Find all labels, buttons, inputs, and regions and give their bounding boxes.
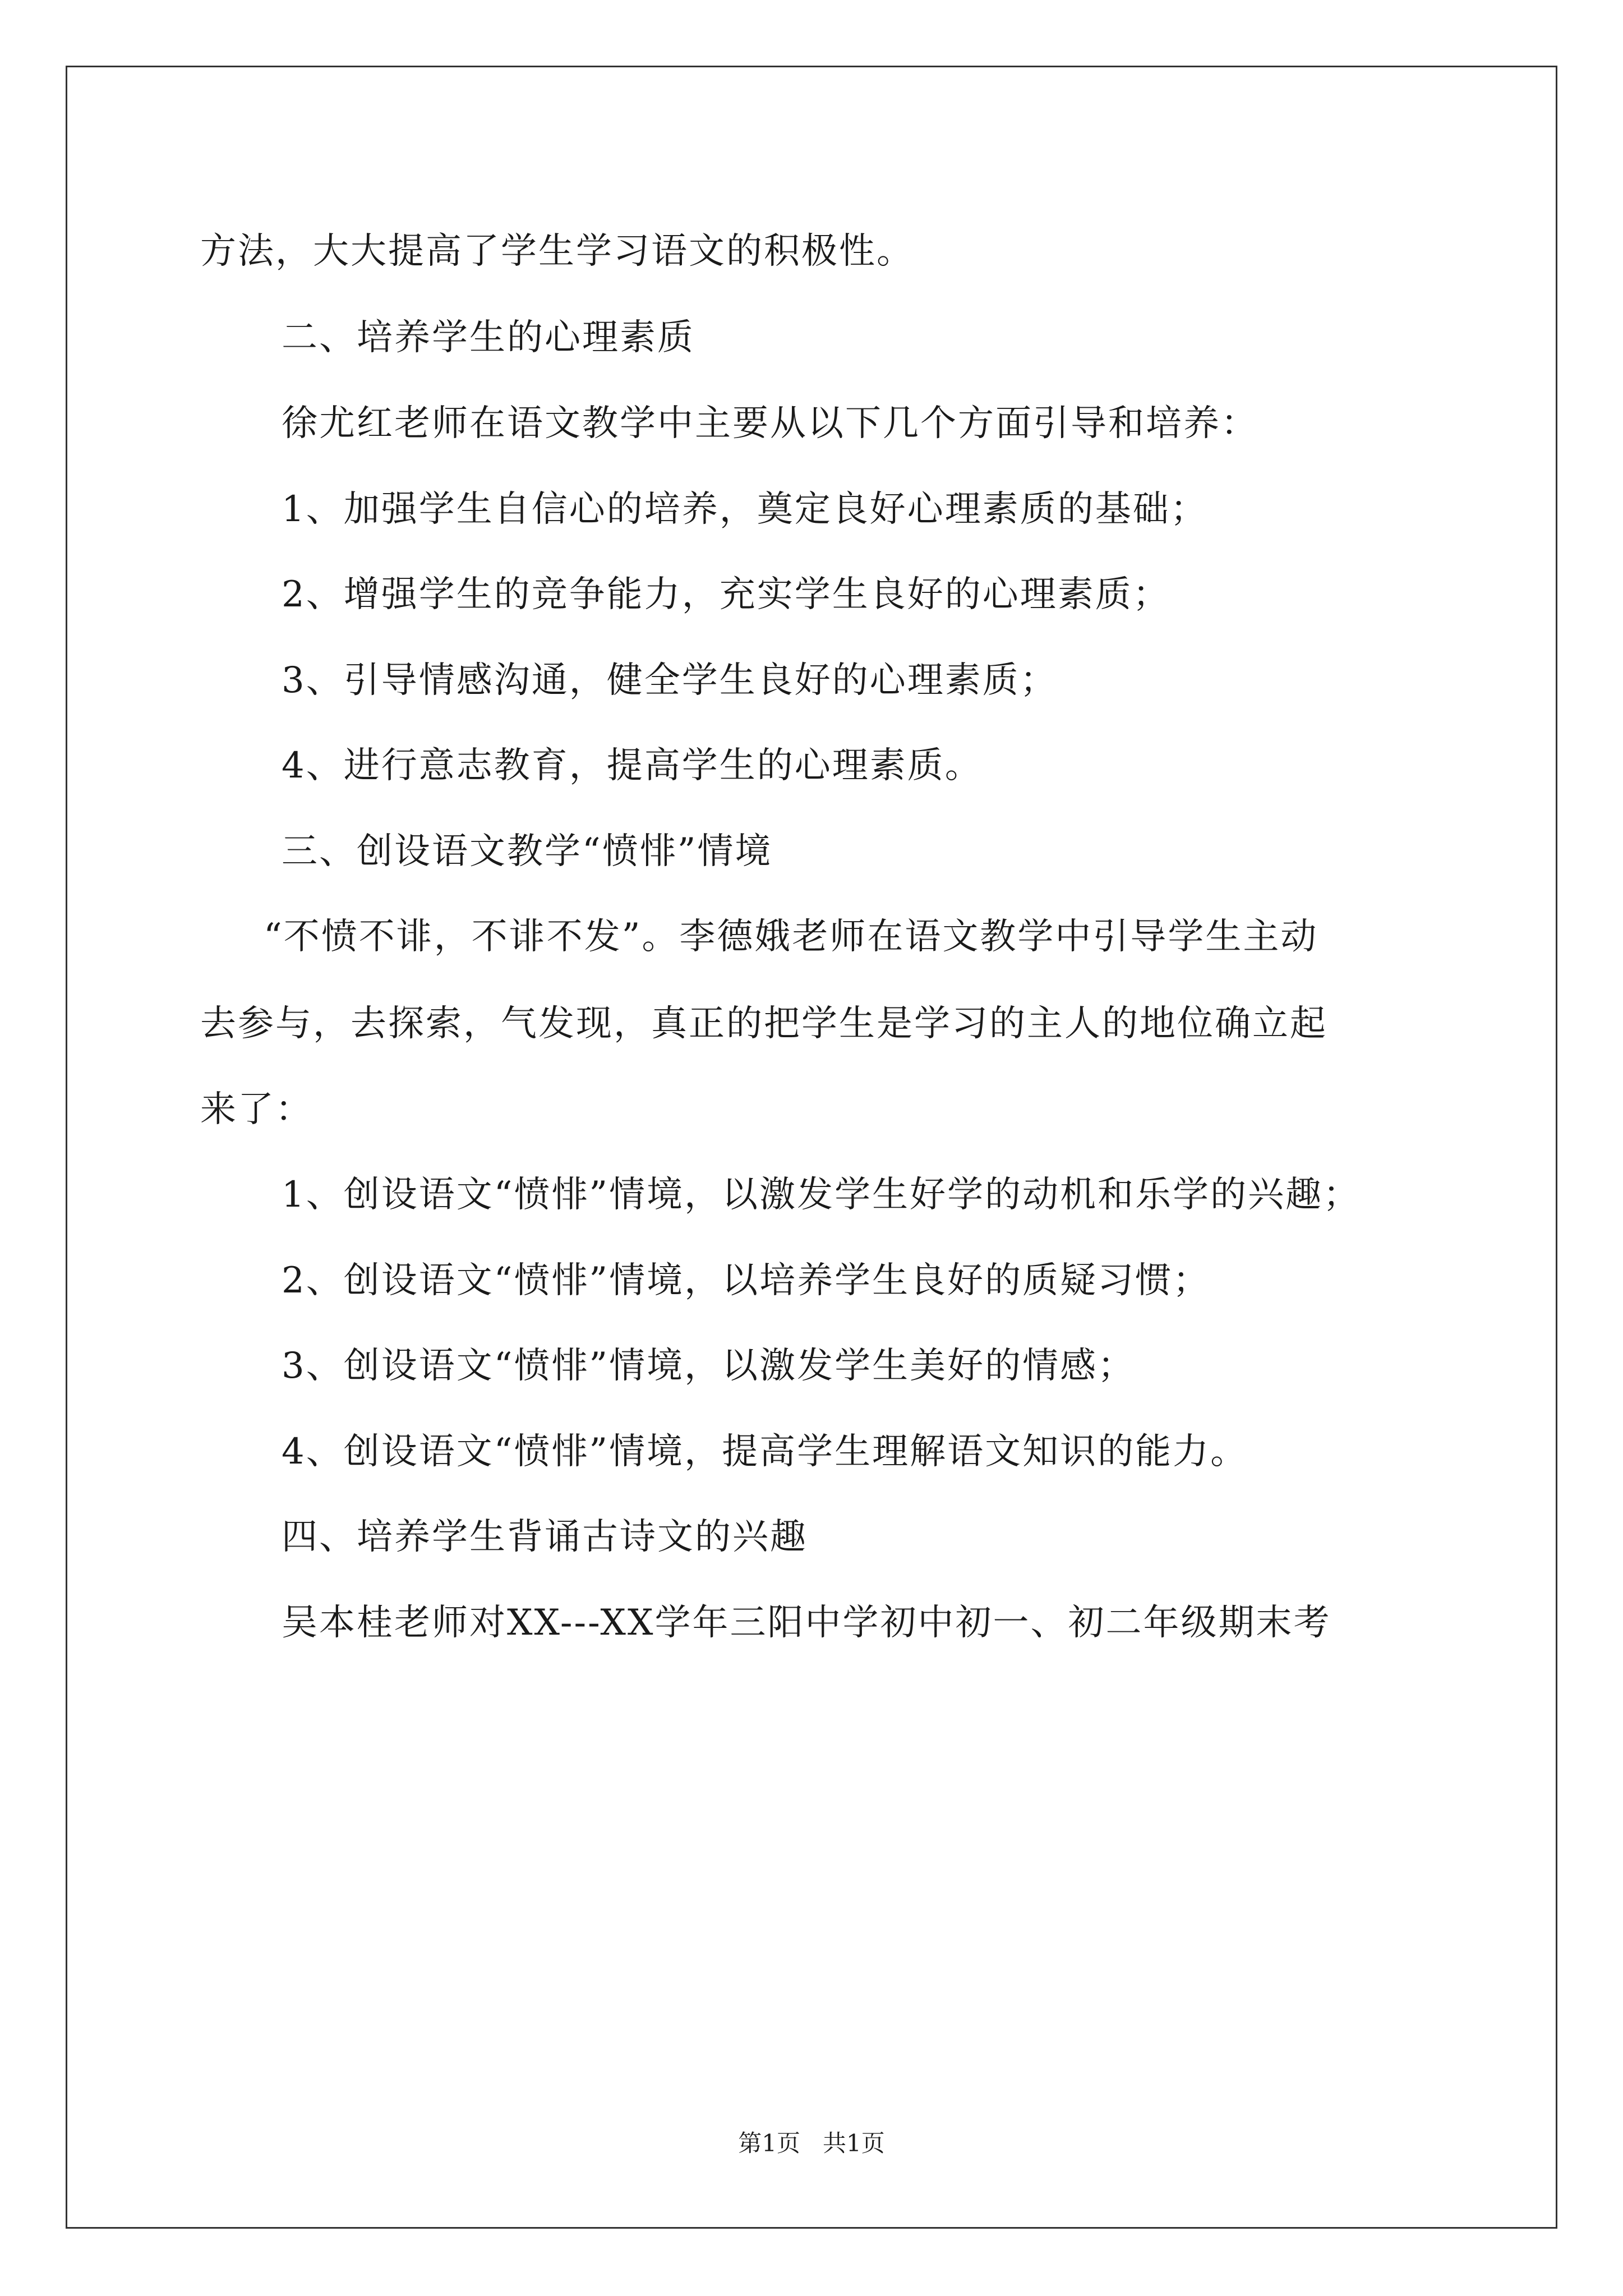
paragraph-line: “不愤不诽，不诽不发”。李德娥老师在语文教学中引导学生主动 bbox=[264, 916, 1318, 958]
list-item: 3、引导情感沟通，健全学生良好的心理素质； bbox=[282, 660, 1058, 701]
paragraph-line: 徐尤红老师在语文教学中主要从以下几个方面引导和培养： bbox=[282, 403, 1258, 444]
list-item: 4、创设语文“愤悱”情境，提高学生理解语文知识的能力。 bbox=[282, 1431, 1248, 1473]
paragraph-line: 去参与，去探索，气发现，真正的把学生是学习的主人的地位确立起 bbox=[200, 1003, 1327, 1045]
list-item: 3、创设语文“愤悱”情境，以激发学生美好的情感； bbox=[282, 1345, 1136, 1387]
page-number-footer: 第1页 共1页 bbox=[738, 2129, 885, 2157]
list-item: 1、加强学生自信心的培养，奠定良好心理素质的基础； bbox=[282, 489, 1208, 530]
page-border bbox=[66, 66, 1557, 2229]
section-heading: 三、创设语文教学“愤悱”情境 bbox=[282, 831, 773, 872]
paragraph-line: 方法，大大提高了学生学习语文的积极性。 bbox=[200, 231, 914, 272]
paragraph-line: 吴本桂老师对XX---XX学年三阳中学初中初一、初二年级期末考 bbox=[282, 1602, 1331, 1644]
section-heading: 二、培养学生的心理素质 bbox=[282, 317, 695, 358]
list-item: 2、创设语文“愤悱”情境，以培养学生良好的质疑习惯； bbox=[282, 1260, 1211, 1301]
list-item: 1、创设语文“愤悱”情境，以激发学生好学的动机和乐学的兴趣； bbox=[282, 1174, 1361, 1216]
section-heading: 四、培养学生背诵古诗文的兴趣 bbox=[282, 1516, 808, 1558]
paragraph-line: 来了： bbox=[200, 1089, 313, 1130]
list-item: 4、进行意志教育，提高学生的心理素质。 bbox=[282, 745, 983, 786]
list-item: 2、增强学生的竞争能力，充实学生良好的心理素质； bbox=[282, 574, 1170, 615]
